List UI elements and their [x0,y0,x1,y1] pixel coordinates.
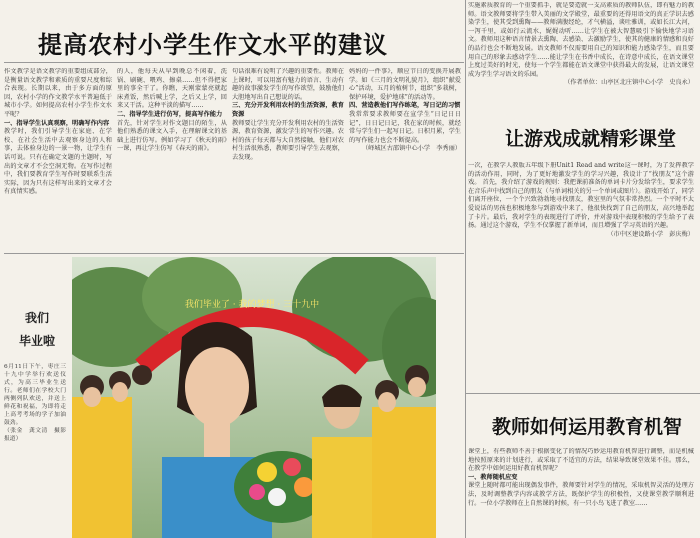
article3-text-2: 课堂上随时都可能出现偶发事件，教师要针对学生的情况，采取机智灵活的处理方法，及时调整教学内容或教学方法，既保护学生的积极性，又使课堂教学顺利进行。一位小学教师在上自然课的时候，有一只小鸟飞进了教室…… [468,482,694,507]
column-divider [465,0,466,538]
graduation-photo [72,257,436,538]
photo-illustration [72,257,436,538]
article3-headline: 教师如何运用教育机智 [492,416,683,438]
graduation-sidebar [4,257,70,538]
article1-col3 [232,68,344,250]
article2-headline: 让游戏成就精彩课堂 [505,128,677,150]
article3-top-rule [466,393,700,394]
article1-subheading-1: 一、指导学生认真观察，明确写作内容 [4,119,110,127]
article1-signature: （峄城区古邵镇中心小学 李秀丽） [362,145,461,153]
sidebar-signature: （张金 龚文清 摄影报道） [4,428,66,442]
sidebar-text [4,363,66,513]
top-right-signature: （作者单位：山亭区北庄镇中心小学 史良永） [564,79,694,87]
article1-col4b-text: 我常常要求教师要在宣学生“日记日日记”，日日记日记，我在家的时候，就经常与学生们一起写日记。日积月累，学生的写作能力也会不断提高。 [349,110,461,144]
sidebar-title-1: 我们 [24,311,49,325]
article2-text-2: 首先，我介绍了游戏的规则：我把课前准备的单词卡片分发给学生，要求学生在音乐声中找到自己的朋友（与单词相关的另一个单词或图片）。游戏开始了，同学们离开座位，一个个兴致勃勃地寻找朋友，教室里的气氛非常热烈。一个平时不太爱说话的男孩也积极地参与到游戏中来了，他很快找到了自己的朋友，高兴地举起了卡片。最后，我对学生的表现进行了评价，并对游戏中表现积极的学生给予了表扬。通过这个游戏，学生不仅掌握了新单词，而且增强了学习英语的兴趣。 [468,179,694,230]
article2-text-1: 一次，在教学人教版五年级下册Unit1 Read and write这一课时，为了发挥教学的活动作用，同时，为了更好地激发学生的学习兴趣，我设计了“找朋友”这个游戏。 [468,162,694,187]
article1-subheading-2: 二、指导学生进行仿写，提高写作能力 [117,110,223,118]
article1-subheading-4: 四、营造教他们写作练笔，写日记的习惯 [349,102,461,110]
article1-col3-text: 句话很难有说明了兴趣的重要性。教师在上课时，可以用富有魅力的语言、生动有趣的故事激发学生的写作欲望，鼓励他们大胆地写出自己想说的话。 [232,68,344,101]
article3-subheading: 一、教师随机应变 [468,473,518,481]
article1-col4-text: 妈妈的一件事》，顺应节日的变换开展教学。如《三月的文明礼貌月》，组织“献爱心”活动，五月的植树节，组织“多栽树，保护环境，爱护地球”的活动等。 [349,68,461,101]
article1-col1b-text: 教学时，我们引导学生在家庭、在学校、在社会生活中去观察身边的人和事，去体验身边的一景一物，让学生有话可说。只有在确定文题的主题时，写出的文章才不会空洞无物。在写作过程中，我们要教育学生写作时要联系生活实际，因为只有这样写出来的文章才会有真情实感。 [4,128,112,196]
article1-col3b-text: 教师要让学生充分开发利用农村的生活资源，教育资源，激发学生的写作兴趣。农村的孩子每天都与大自然接触，他们对农村生活很熟悉，教师要引导学生去观察，去发现。 [232,119,344,161]
arch-text: 我们毕业了 · 我的梦想 · 三十九中 [184,300,320,310]
article1-col1-text: 作文教学是语文教学的重要组成部分，是衡量语文教学和素质的重要尺度和综合表现。长期以来，由于多方面的原因，农村小学的作文教学水平普遍低于城市小学。如何提高农村小学生作文水平呢？ [4,68,112,118]
article3-body [468,448,694,538]
article1-col2b-text: 首先，针对学生对作文题目的陌生，从他们熟悉的课文入手，在理解课文的基础上进行仿写。例如学习了《秋天的雨》一课，再让学生仿写《春天的雨》。 [117,119,227,153]
top-right-text: 实施素质教育的一个重要抓手，就是要造就一支高素质的教师队伍，即有魅力的教师。语文教师要将学生带入美丽的文学殿堂，最重要的还得用语文的真正学识去感染学生，使其受到熏陶——教师满腹经纶，才气横溢，谈吐雅训，或如长江大河，一泻千里，或如行云流水，娓娓动听……让学生在被大智慧吸引下愉快地学习语文。教师用这种语言情景去熏陶、去感染、去激励学生，使其的健康的情感和良好的品行也会不断地发展。语文教师不仅需要用自己的知识和能力感染学生，而且要用自己的形象去感动学生……能让学生在书香中成长，在诗意中成长，在语文课堂上度过美好的时光，使每一个学生都能在语文课堂中获得最大的发展，让语文课堂成为学生学习语文的乐园。 [468,2,694,78]
article1-subheading-3: 三、充分开发利用农村的生活资源，教育资源 [232,102,344,118]
article1-col4 [349,68,461,250]
article1-bottom-rule [4,253,464,254]
article2-body [468,162,694,392]
article1-col2-text: 的人，他每天从早到晚总不闲着，洗锅、刷碗、喂鸡、擦桌……但不得把家里的事全干了。你瞧，天刚蒙蒙亮就起床煮饭，然后喊上学，之后又上学，回来又干活。这种平淡的描写…… [117,68,227,110]
sidebar-title-2: 毕业啦 [18,334,55,348]
article2-signature: （市中区建设路小学 彭庆梅） [607,230,694,238]
main-headline: 提高农村小学生作文水平的建议 [38,31,388,59]
headline-rule [4,62,464,63]
article1-col1 [4,68,112,250]
article3-text-1: 课堂上，有些教师不善于根据变化了的情况巧妙运用教育机智进行调整，而是机械地按照原来的计划进行，或采取了不适宜的方法，结果导致课堂效果不佳。那么，在教学中如何运用好教育机智呢？ [468,448,694,473]
article1-col2 [117,68,227,250]
sidebar-body: 6月11日下午，枣庄三十九中学举行欢送仪式，为高三毕业生送行。老师们在学校大门两侧列队欢送，并送上鲜花和祝福，为即将走上高考考场的学子加油鼓劲。 [4,364,66,426]
top-right-article [468,2,694,92]
